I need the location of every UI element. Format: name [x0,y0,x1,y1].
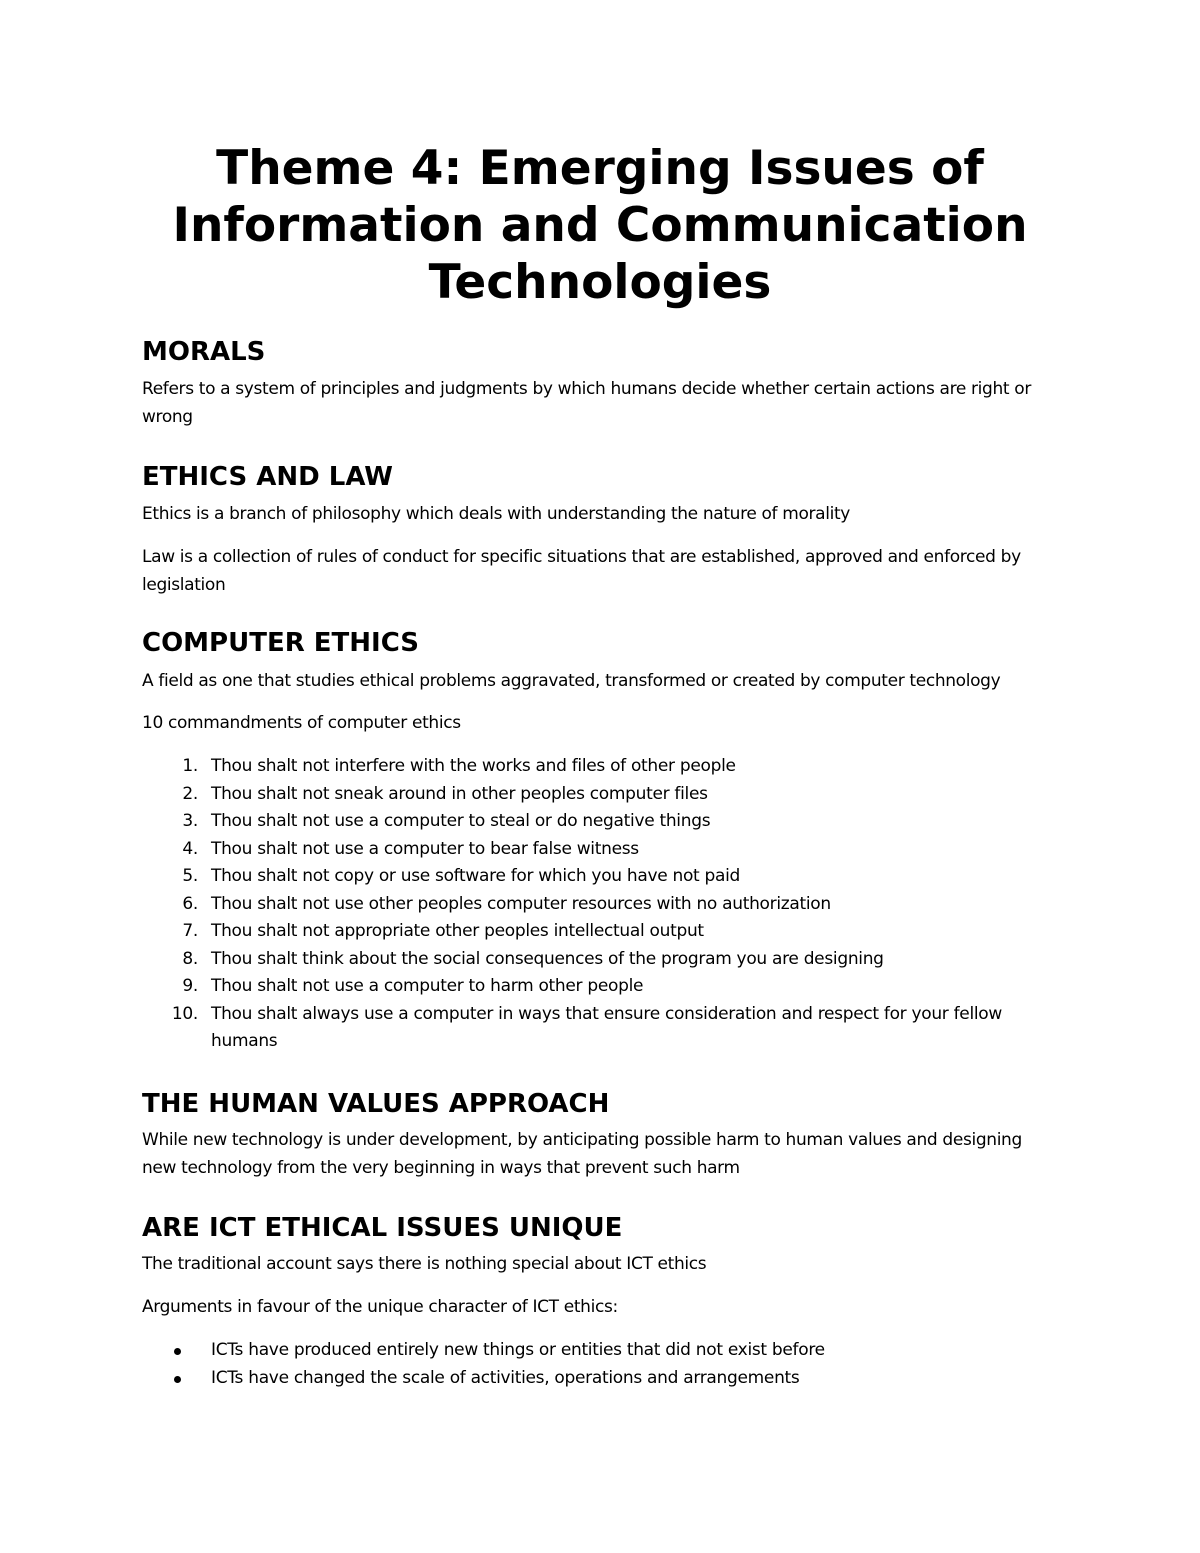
list-item: 1. Thou shalt not interfere with the works and files of other people [182,756,736,776]
title-line: Theme 4: Emerging Issues of [216,141,984,196]
human-values-definition: While new technology is under development, by anticipating possible harm to human values and designing new technology from the very beginning in ways that prevent such harm [142,1130,1022,1178]
arguments-intro: Arguments in favour of the unique character of ICT ethics: [142,1297,618,1317]
ethics-definition: Ethics is a branch of philosophy which deals with understanding the nature of morality [142,504,850,524]
computer-ethics-definition: A field as one that studies ethical problems aggravated, transformed or created by computer technology [142,671,1001,691]
bullet-icon [174,1348,181,1355]
ethics-law-heading: ETHICS AND LAW [142,462,393,492]
list-item: ICTs have produced entirely new things or entities that did not exist before [142,1337,1058,1365]
document-title [142,140,1058,311]
list-item: 6. Thou shalt not use other peoples computer resources with no authorization [182,893,831,914]
law-definition: Law is a collection of rules of conduct for specific situations that are established, approved and enforced by legislation [142,547,1021,595]
ict-unique-heading: ARE ICT ETHICAL ISSUES UNIQUE [142,1213,623,1243]
list-item: 5. Thou shalt not copy or use software for which you have not paid [182,866,741,886]
title-line: Information and Communication [172,198,1028,253]
morals-heading: MORALS [142,337,266,367]
computer-ethics-heading: COMPUTER ETHICS [142,628,420,658]
title-line: Technologies [428,255,772,310]
morals-definition: Refers to a system of principles and judgments by which humans decide whether certain actions are right or wrong [142,379,1031,427]
list-item: 10. Thou shalt always use a computer in ways that ensure consideration and respect for your fellow humans [171,1003,1002,1051]
list-item: ICTs have changed the scale of activities, operations and arrangements [142,1365,1058,1393]
arguments-list [142,1337,1058,1392]
list-item: 3. Thou shalt not use a computer to steal or do negative things [182,811,711,831]
commandments-list [142,753,1058,1056]
list-item: 7. Thou shalt not appropriate other peoples intellectual output [182,921,704,941]
traditional-account: The traditional account says there is nothing special about ICT ethics [142,1254,707,1274]
list-item: 2. Thou shalt not sneak around in other peoples computer files [182,783,708,804]
list-item: 8. Thou shalt think about the social consequences of the program you are designing [182,948,884,969]
list-item: 4. Thou shalt not use a computer to bear false witness [182,838,639,859]
human-values-heading: THE HUMAN VALUES APPROACH [142,1089,610,1119]
bullet-icon [174,1376,181,1383]
commandments-intro: 10 commandments of computer ethics [142,713,461,733]
list-item: 9. Thou shalt not use a computer to harm other people [182,976,644,996]
